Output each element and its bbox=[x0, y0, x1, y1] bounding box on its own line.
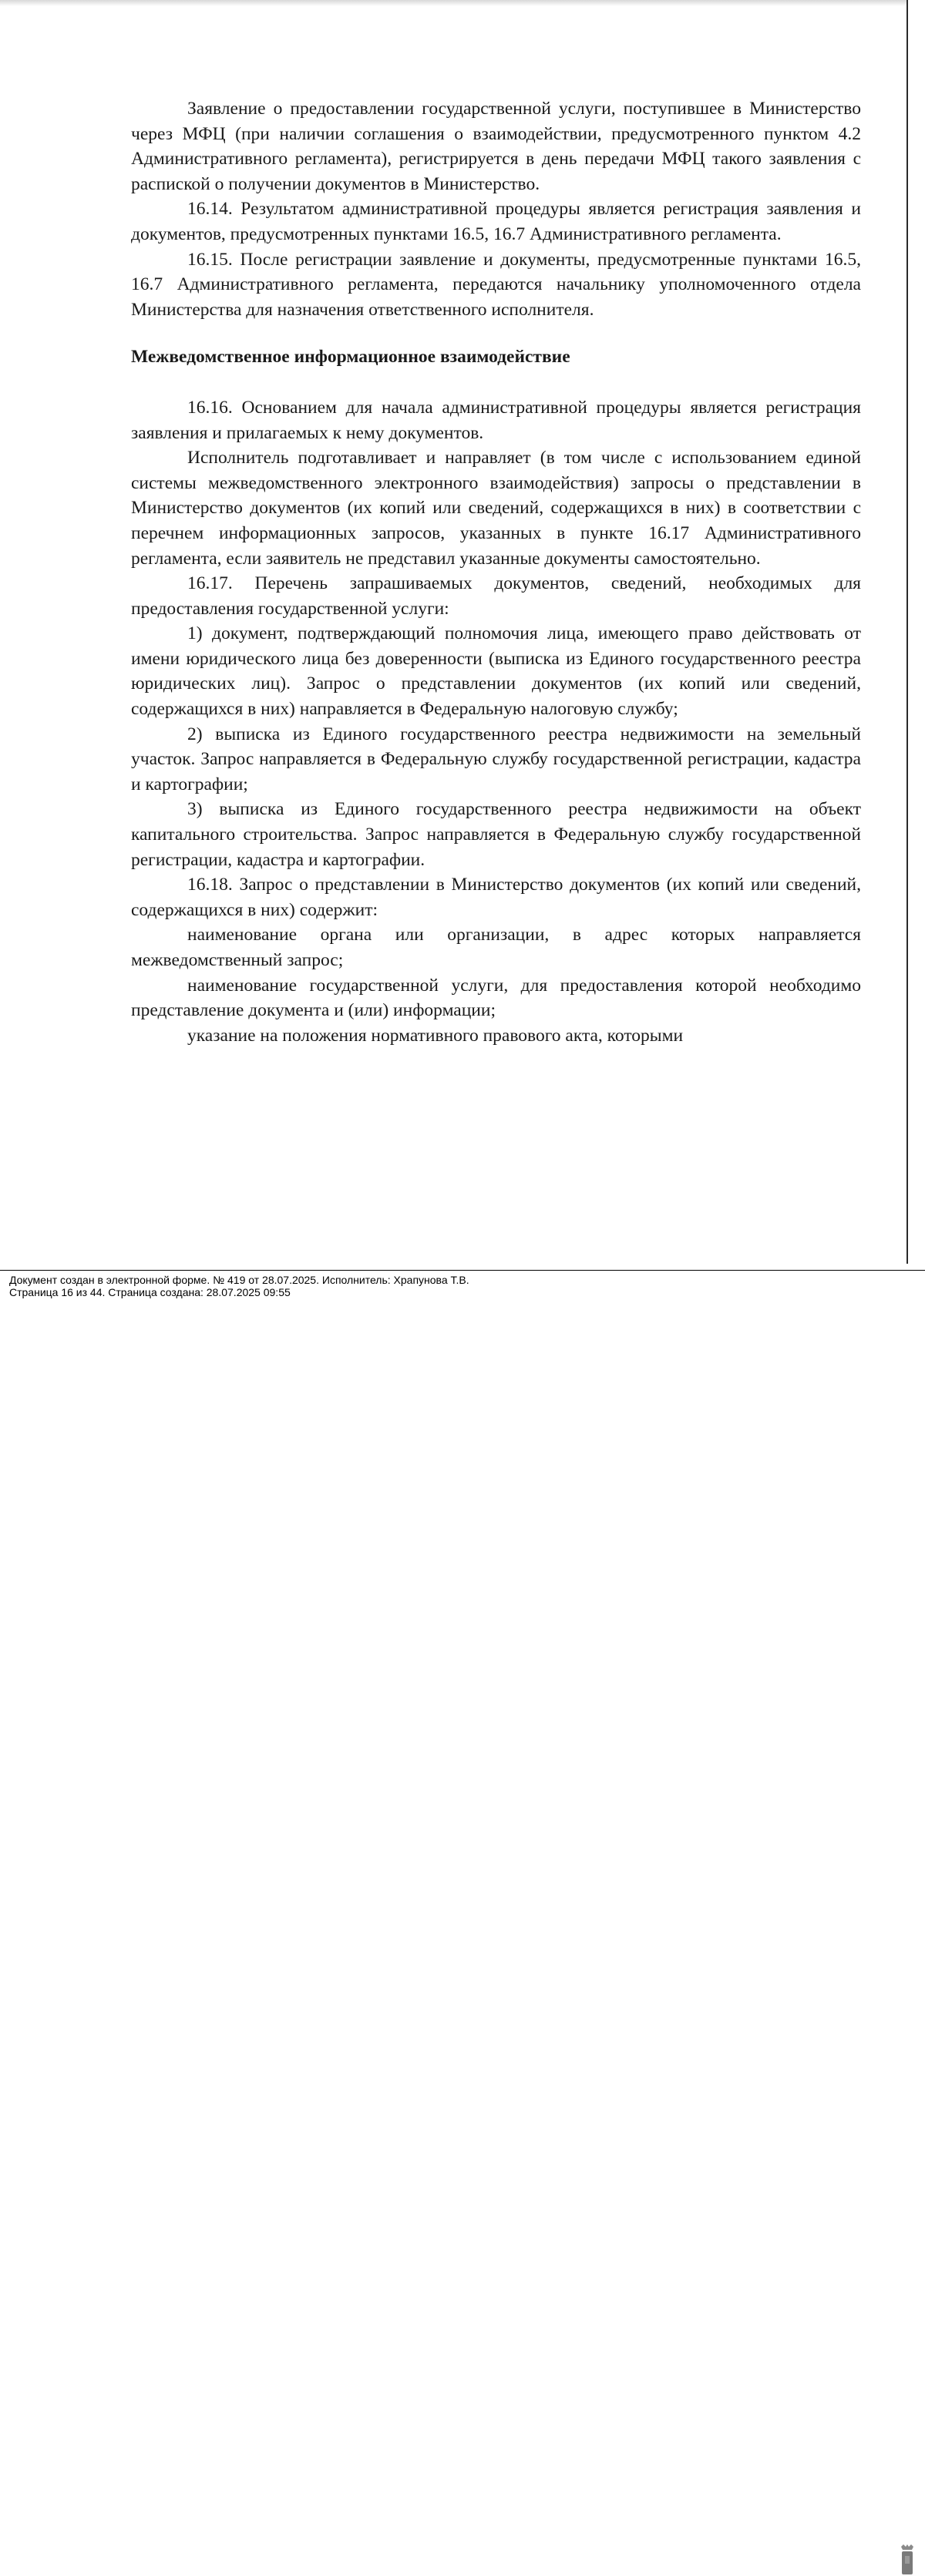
scan-edge-top bbox=[0, 0, 925, 6]
paragraph: Заявление о предоставлении государственной услуги, поступившее в Министерство через МФЦ (при наличии соглашения о взаимодействии, предусмотренного пунктом 4.2 Административного регламента), регистрируется в день передачи МФЦ такого заявления с распиской о получении документов в Министерство. bbox=[131, 99, 861, 194]
list-item-3: 3) выписка из Единого государственного реестра недвижимости на объект капитального строительства. Запрос направляется в Федеральную службу государственной регистрации, кадастра и картографии. bbox=[131, 799, 861, 870]
paragraph-16-18: 16.18. Запрос о представлении в Министерство документов (их копий или сведений, содержащихся в них) содержит: bbox=[131, 875, 861, 920]
list-item-2: 2) выписка из Единого государственного реестра недвижимости на земельный участок. Запрос направляется в Федеральную службу государственной регистрации, кадастра и картографии; bbox=[131, 724, 861, 794]
document-body bbox=[131, 96, 861, 1048]
scan-edge-right bbox=[906, 0, 925, 1264]
request-content-item: наименование государственной услуги, для предоставления которой необходимо представление документа и (или) информации; bbox=[131, 975, 861, 1021]
footer-text bbox=[9, 1274, 469, 1298]
paragraph-16-14: 16.14. Результатом административной процедуры является регистрация заявления и документов, предусмотренных пунктами 16.5, 16.7 Административного регламента. bbox=[131, 199, 861, 244]
footer-line-creation: Документ создан в электронной форме. № 419 от 28.07.2025. Исполнитель: Храпунова Т.В. bbox=[9, 1274, 469, 1286]
request-content-item: наименование органа или организации, в адрес которых направляется межведомственный запрос; bbox=[131, 925, 861, 970]
paragraph-16-16: 16.16. Основанием для начала административной процедуры является регистрация заявления и прилагаемых к нему документов. bbox=[131, 397, 861, 443]
list-item-1: 1) документ, подтверждающий полномочия лица, имеющего право действовать от имени юридического лица без доверенности (выписка из Единого государственного реестра юридических лиц). Запрос о представлении документов (их копий или сведений, содержащихся в них) направляется в Федеральную налоговую службу; bbox=[131, 623, 861, 720]
coat-of-arms-icon bbox=[899, 2544, 916, 2576]
paragraph-16-15: 16.15. После регистрации заявление и документы, предусмотренные пунктами 16.5, 16.7 Административного регламента, передаются начальнику уполномоченного отдела Министерства для назначения ответственного исполнителя. bbox=[131, 249, 861, 320]
section-heading: Межведомственное информационное взаимодействие bbox=[131, 347, 570, 368]
document-footer bbox=[0, 1270, 925, 1309]
paragraph-16-17: 16.17. Перечень запрашиваемых документов, сведений, необходимых для предоставления государственной услуги: bbox=[131, 573, 861, 619]
footer-line-page: Страница 16 из 44. Страница создана: 28.07.2025 09:55 bbox=[9, 1286, 291, 1298]
request-content-item: указание на положения нормативного правового акта, которыми bbox=[187, 1025, 684, 1046]
paragraph-executor: Исполнитель подготавливает и направляет (в том числе с использованием единой системы межведомственного электронного взаимодействия) запросы о представлении в Министерство документов (их копий или сведений, содержащихся в них) в соответствии с перечнем информационных запросов, указанных в пункте 16.17 Административного регламента, если заявитель не представил указанные документы самостоятельно. bbox=[131, 448, 861, 569]
